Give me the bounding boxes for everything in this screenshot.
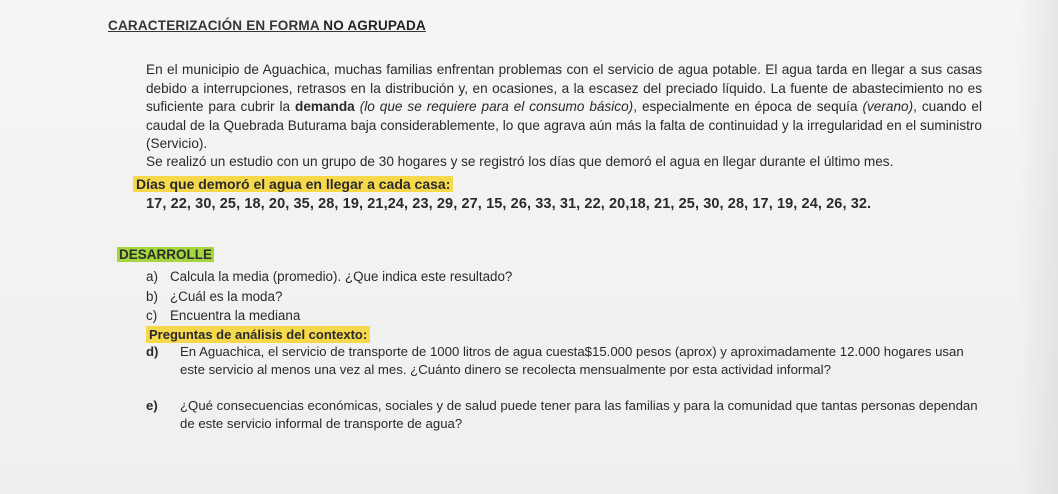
intro-text-1: En el municipio de Aguachica, muchas familias enfrentan problemas con el servicio de agua potable. El agua tarda en llegar a sus casas debido a interrupciones, retrasos en la distribución y, en ocasiones, a la escasez del preciado líquido. La fuente de abastecimiento no es suficiente para cubrir la [146,62,982,114]
question-d-text: En Aguachica, el servicio de transporte de 1000 litros de agua cuesta$15.000 pesos (aprox) y aproximadamente 12.000 hogares usan este servicio al menos una vez al mes. ¿Cuánto dinero se recolecta mensualmente por esta actividad informal? [180,344,964,377]
study-paragraph: Se realizó un estudio con un grupo de 30 hogares y se registró los días que demoró el agua en llegar durante el último mes. [146,154,894,169]
question-a [146,268,512,286]
intro-italic-1: (lo que se requiere para el consumo básico) [354,99,634,114]
question-b-marker: b) [146,289,158,304]
question-c [146,307,300,325]
question-b [146,288,282,306]
intro-paragraph [146,61,982,154]
data-label-highlight: Días que demoró el agua en llegar a cada casa: [133,176,453,192]
question-e-text: ¿Qué consecuencias económicas, sociales y de salud puede tener para las familias y para la comunidad que tantas personas dependan de este servicio informal de transporte de agua? [180,398,978,431]
question-c-text: Encuentra la mediana [170,308,301,323]
context-label: Preguntas de análisis del contexto: [146,326,370,343]
data-label [133,175,453,193]
question-c-marker: c) [146,308,158,323]
intro-text-3: , cuando el caudal de la Quebrada Buturama baja considerablemente, lo que agrava aún más la falta de continuidad y la irregularidad en el suministro (Servicio). [146,99,982,151]
intro-text-2: , especialmente en época de sequía [633,99,863,114]
page-edge-shadow [1018,0,1058,494]
intro-italic-2: (verano) [862,99,914,114]
question-d-marker: d) [146,344,159,359]
question-a-text: Calcula la media (promedio). ¿Que indica este resultado? [170,269,513,284]
question-e-marker: e) [146,398,158,413]
question-b-text: ¿Cuál es la moda? [170,289,283,304]
data-values: 17, 22, 30, 25, 18, 20, 35, 28, 19, 21,24, 23, 29, 27, 15, 26, 33, 31, 22, 20,18, 21, 25, 30, 28, 17, 19, 24, 26, 32. [146,196,872,212]
worksheet-title [108,18,426,33]
title-part1: CARACTERIZACIÓN EN FORMA [108,18,324,33]
question-a-marker: a) [146,269,158,284]
title-part2: NO AGRUPADA [323,18,426,33]
intro-bold-demanda: demanda [295,99,355,114]
section-title: DESARROLLE [119,247,213,262]
